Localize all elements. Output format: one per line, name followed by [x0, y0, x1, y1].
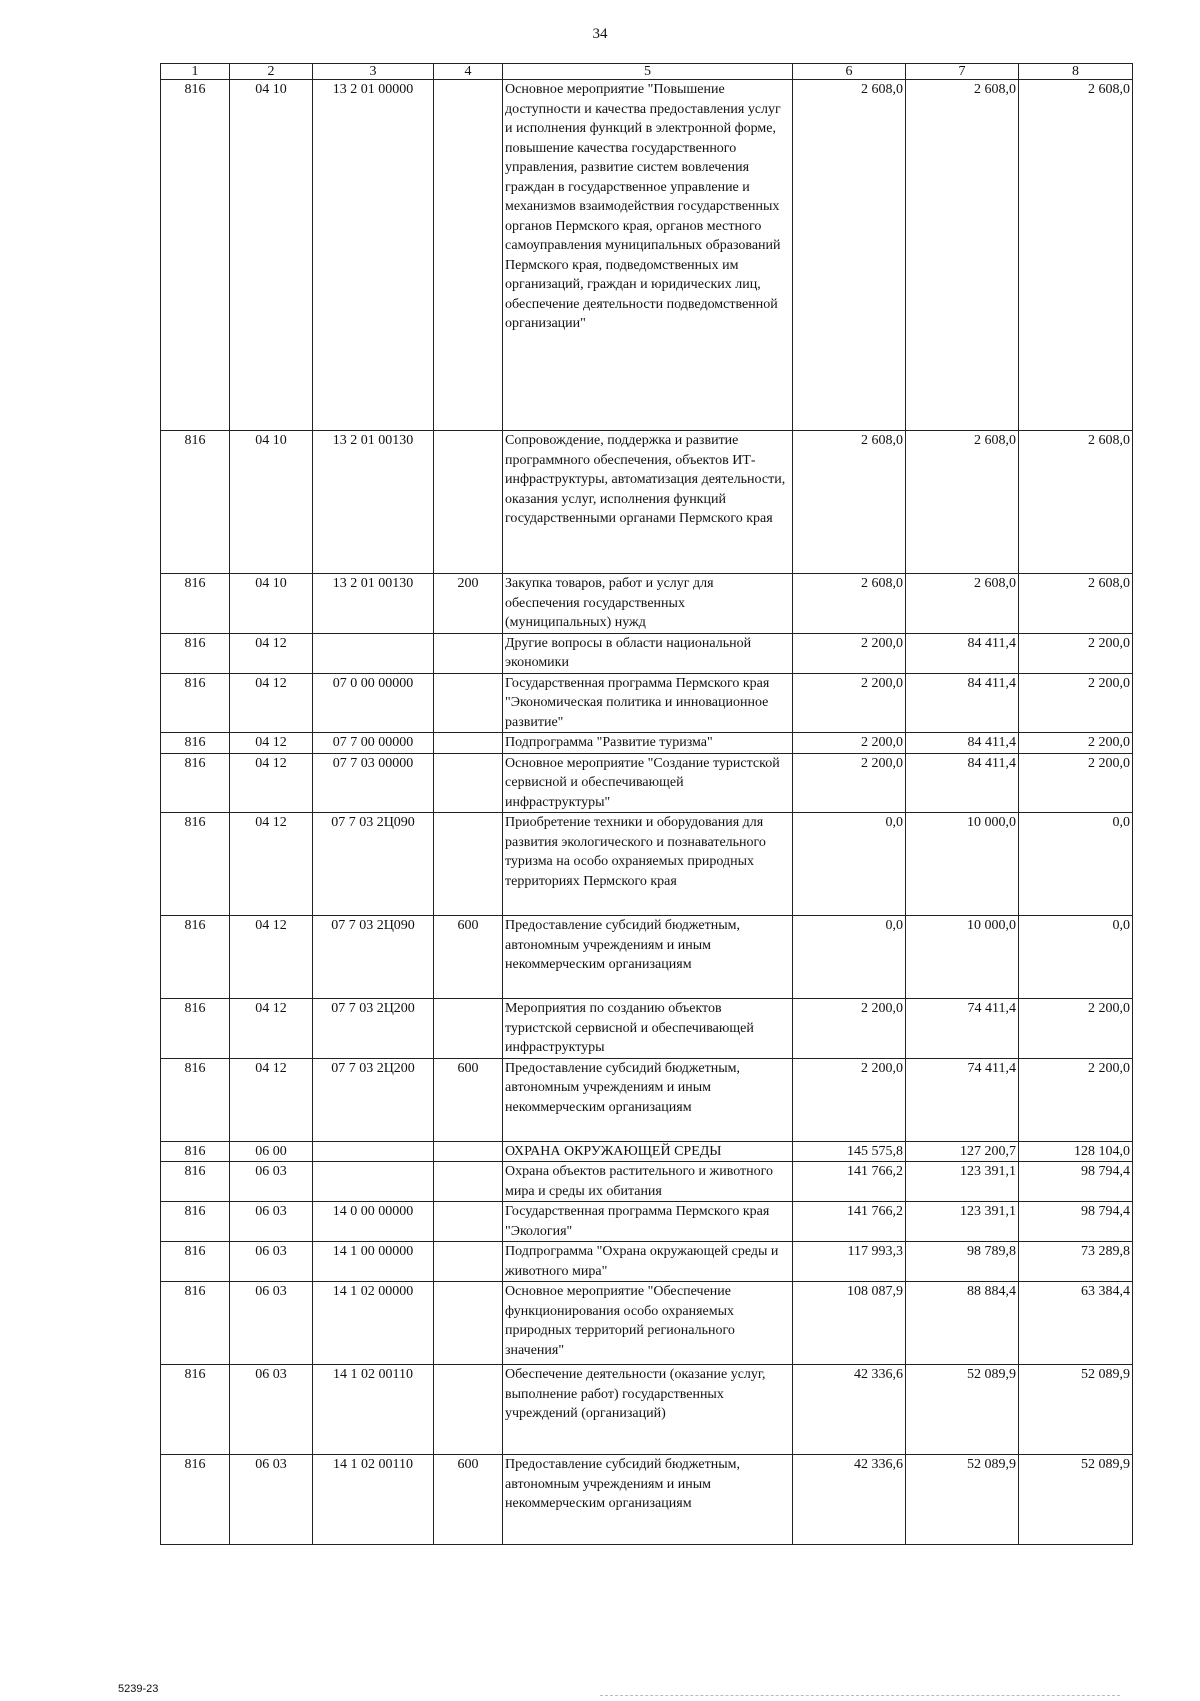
cell-name: Мероприятия по созданию объектов туристской сервисной и обеспечивающей инфраструктуры [503, 999, 793, 1059]
cell-name: Подпрограмма "Развитие туризма" [503, 733, 793, 754]
cell-name: Государственная программа Пермского края "Экология" [503, 1202, 793, 1242]
cell-chapter: 816 [161, 1162, 230, 1202]
cell-amount-col6: 0,0 [793, 813, 906, 916]
cell-amount-col8: 52 089,9 [1019, 1455, 1133, 1545]
cell-name: Основное мероприятие "Создание туристской сервисной и обеспечивающей инфраструктуры" [503, 753, 793, 813]
cell-amount-col6: 141 766,2 [793, 1162, 906, 1202]
table-row [161, 633, 1133, 673]
cell-section: 04 12 [230, 916, 313, 999]
table-row [161, 673, 1133, 733]
cell-chapter: 816 [161, 80, 230, 431]
cell-section: 04 12 [230, 633, 313, 673]
table-row [161, 1202, 1133, 1242]
cell-amount-col7: 84 411,4 [906, 633, 1019, 673]
cell-expense-type [434, 80, 503, 431]
cell-section: 06 03 [230, 1202, 313, 1242]
cell-chapter: 816 [161, 1455, 230, 1545]
cell-amount-col8: 0,0 [1019, 916, 1133, 999]
cell-expense-type [434, 753, 503, 813]
document-code: 5239-23 [118, 1683, 159, 1695]
cell-amount-col6: 42 336,6 [793, 1455, 906, 1545]
cell-amount-col8: 52 089,9 [1019, 1365, 1133, 1455]
cell-section: 04 12 [230, 673, 313, 733]
budget-table [160, 63, 1133, 1545]
cell-chapter: 816 [161, 633, 230, 673]
cell-chapter: 816 [161, 1058, 230, 1141]
cell-chapter: 816 [161, 813, 230, 916]
table-row [161, 1282, 1133, 1365]
cell-amount-col7: 123 391,1 [906, 1202, 1019, 1242]
cell-name: Предоставление субсидий бюджетным, автономным учреждениям и иным некоммерческим организациям [503, 1058, 793, 1141]
cell-section: 04 12 [230, 813, 313, 916]
cell-amount-col6: 42 336,6 [793, 1365, 906, 1455]
column-header: 3 [313, 64, 434, 80]
table-row [161, 1242, 1133, 1282]
cell-expense-type [434, 1365, 503, 1455]
cell-chapter: 816 [161, 431, 230, 574]
cell-target-article: 14 1 02 00110 [313, 1365, 434, 1455]
cell-amount-col6: 2 200,0 [793, 733, 906, 754]
cell-amount-col8: 2 200,0 [1019, 733, 1133, 754]
cell-amount-col8: 2 200,0 [1019, 673, 1133, 733]
cell-amount-col7: 2 608,0 [906, 80, 1019, 431]
cell-target-article: 14 0 00 00000 [313, 1202, 434, 1242]
cell-amount-col7: 123 391,1 [906, 1162, 1019, 1202]
cell-target-article [313, 1162, 434, 1202]
table-row [161, 574, 1133, 634]
cell-name: Предоставление субсидий бюджетным, автономным учреждениям и иным некоммерческим организациям [503, 916, 793, 999]
cell-name: ОХРАНА ОКРУЖАЮЩЕЙ СРЕДЫ [503, 1141, 793, 1162]
cell-section: 04 10 [230, 431, 313, 574]
table-row [161, 1141, 1133, 1162]
cell-amount-col6: 2 608,0 [793, 574, 906, 634]
cell-expense-type [434, 431, 503, 574]
cell-section: 06 03 [230, 1282, 313, 1365]
cell-expense-type [434, 1162, 503, 1202]
cell-target-article: 14 1 00 00000 [313, 1242, 434, 1282]
scan-artifact-line [600, 1695, 1120, 1697]
cell-target-article: 13 2 01 00130 [313, 574, 434, 634]
cell-amount-col7: 74 411,4 [906, 999, 1019, 1059]
cell-name: Обеспечение деятельности (оказание услуг, выполнение работ) государственных учреждений (организаций) [503, 1365, 793, 1455]
cell-expense-type [434, 1141, 503, 1162]
cell-chapter: 816 [161, 916, 230, 999]
cell-name: Подпрограмма "Охрана окружающей среды и животного мира" [503, 1242, 793, 1282]
cell-target-article: 07 7 03 2Ц090 [313, 916, 434, 999]
cell-expense-type [434, 633, 503, 673]
cell-target-article: 07 7 03 2Ц200 [313, 999, 434, 1059]
cell-name: Государственная программа Пермского края "Экономическая политика и инновационное развитие" [503, 673, 793, 733]
cell-section: 04 10 [230, 80, 313, 431]
cell-name: Охрана объектов растительного и животного мира и среды их обитания [503, 1162, 793, 1202]
column-header: 8 [1019, 64, 1133, 80]
table-row [161, 1058, 1133, 1141]
cell-expense-type [434, 673, 503, 733]
cell-target-article: 14 1 02 00000 [313, 1282, 434, 1365]
cell-chapter: 816 [161, 673, 230, 733]
cell-amount-col8: 73 289,8 [1019, 1242, 1133, 1282]
cell-expense-type: 600 [434, 1058, 503, 1141]
cell-amount-col7: 84 411,4 [906, 753, 1019, 813]
table-row [161, 916, 1133, 999]
cell-chapter: 816 [161, 753, 230, 813]
cell-chapter: 816 [161, 1202, 230, 1242]
page-number: 34 [592, 26, 608, 42]
cell-target-article [313, 1141, 434, 1162]
column-header: 2 [230, 64, 313, 80]
cell-amount-col7: 98 789,8 [906, 1242, 1019, 1282]
cell-target-article: 07 7 03 2Ц090 [313, 813, 434, 916]
cell-amount-col7: 88 884,4 [906, 1282, 1019, 1365]
cell-amount-col6: 141 766,2 [793, 1202, 906, 1242]
column-header: 7 [906, 64, 1019, 80]
cell-target-article: 07 7 03 00000 [313, 753, 434, 813]
cell-name: Приобретение техники и оборудования для развития экологического и познавательного туризма на особо охраняемых природных территориях Пермского края [503, 813, 793, 916]
cell-expense-type [434, 813, 503, 916]
cell-chapter: 816 [161, 1282, 230, 1365]
cell-amount-col8: 2 200,0 [1019, 1058, 1133, 1141]
cell-section: 06 03 [230, 1242, 313, 1282]
cell-amount-col6: 145 575,8 [793, 1141, 906, 1162]
cell-name: Сопровождение, поддержка и развитие программного обеспечения, объектов ИТ-инфраструктуры, автоматизация деятельности, оказания услуг, исполнения функций государственными органами Пермского края [503, 431, 793, 574]
cell-amount-col8: 2 200,0 [1019, 633, 1133, 673]
table-row [161, 733, 1133, 754]
cell-target-article: 07 7 03 2Ц200 [313, 1058, 434, 1141]
cell-amount-col6: 117 993,3 [793, 1242, 906, 1282]
cell-amount-col7: 84 411,4 [906, 673, 1019, 733]
cell-section: 06 03 [230, 1162, 313, 1202]
cell-amount-col8: 98 794,4 [1019, 1162, 1133, 1202]
cell-amount-col8: 98 794,4 [1019, 1202, 1133, 1242]
cell-amount-col7: 2 608,0 [906, 431, 1019, 574]
column-header: 1 [161, 64, 230, 80]
table-row [161, 1365, 1133, 1455]
column-header: 5 [503, 64, 793, 80]
cell-amount-col6: 2 200,0 [793, 753, 906, 813]
cell-name: Основное мероприятие "Обеспечение функционирования особо охраняемых природных территорий регионального значения" [503, 1282, 793, 1365]
cell-target-article: 13 2 01 00130 [313, 431, 434, 574]
table-row [161, 431, 1133, 574]
cell-amount-col7: 10 000,0 [906, 813, 1019, 916]
cell-target-article: 07 7 00 00000 [313, 733, 434, 754]
cell-target-article [313, 633, 434, 673]
cell-expense-type [434, 733, 503, 754]
cell-chapter: 816 [161, 999, 230, 1059]
cell-expense-type: 600 [434, 1455, 503, 1545]
table-header-row [161, 64, 1133, 80]
cell-amount-col7: 10 000,0 [906, 916, 1019, 999]
cell-expense-type [434, 1242, 503, 1282]
cell-amount-col8: 2 608,0 [1019, 431, 1133, 574]
cell-amount-col6: 2 200,0 [793, 673, 906, 733]
cell-target-article: 13 2 01 00000 [313, 80, 434, 431]
table-row [161, 80, 1133, 431]
table-row [161, 1455, 1133, 1545]
cell-chapter: 816 [161, 1141, 230, 1162]
cell-target-article: 07 0 00 00000 [313, 673, 434, 733]
cell-amount-col6: 2 608,0 [793, 80, 906, 431]
cell-chapter: 816 [161, 574, 230, 634]
cell-chapter: 816 [161, 733, 230, 754]
cell-amount-col7: 127 200,7 [906, 1141, 1019, 1162]
cell-amount-col7: 52 089,9 [906, 1455, 1019, 1545]
cell-amount-col8: 128 104,0 [1019, 1141, 1133, 1162]
cell-name: Предоставление субсидий бюджетным, автономным учреждениям и иным некоммерческим организациям [503, 1455, 793, 1545]
cell-amount-col7: 74 411,4 [906, 1058, 1019, 1141]
cell-name: Закупка товаров, работ и услуг для обеспечения государственных (муниципальных) нужд [503, 574, 793, 634]
cell-section: 04 10 [230, 574, 313, 634]
cell-amount-col8: 0,0 [1019, 813, 1133, 916]
cell-section: 04 12 [230, 733, 313, 754]
cell-amount-col6: 2 200,0 [793, 999, 906, 1059]
column-header: 4 [434, 64, 503, 80]
cell-section: 06 03 [230, 1365, 313, 1455]
column-header: 6 [793, 64, 906, 80]
cell-amount-col8: 63 384,4 [1019, 1282, 1133, 1365]
cell-amount-col6: 2 200,0 [793, 1058, 906, 1141]
table-row [161, 999, 1133, 1059]
cell-expense-type [434, 1202, 503, 1242]
cell-section: 04 12 [230, 1058, 313, 1141]
cell-target-article: 14 1 02 00110 [313, 1455, 434, 1545]
cell-amount-col6: 2 608,0 [793, 431, 906, 574]
cell-amount-col8: 2 608,0 [1019, 80, 1133, 431]
cell-amount-col6: 2 200,0 [793, 633, 906, 673]
cell-amount-col7: 84 411,4 [906, 733, 1019, 754]
cell-section: 04 12 [230, 999, 313, 1059]
cell-amount-col6: 108 087,9 [793, 1282, 906, 1365]
cell-name: Другие вопросы в области национальной экономики [503, 633, 793, 673]
cell-expense-type: 600 [434, 916, 503, 999]
cell-name: Основное мероприятие "Повышение доступности и качества предоставления услуг и исполнения функций в электронной форме, повышение качества государственного управления, развитие систем вовлечения граждан в государственное управление и механизмов взаимодействия государственных органов Пермского края, органов местного самоуправления муниципальных образований Пермского края, подведомственных им организаций, граждан и юридических лиц, обеспечение деятельности подведомственной организации" [503, 80, 793, 431]
cell-section: 06 00 [230, 1141, 313, 1162]
cell-amount-col6: 0,0 [793, 916, 906, 999]
table-row [161, 753, 1133, 813]
cell-section: 04 12 [230, 753, 313, 813]
cell-amount-col7: 52 089,9 [906, 1365, 1019, 1455]
cell-amount-col8: 2 608,0 [1019, 574, 1133, 634]
cell-amount-col8: 2 200,0 [1019, 753, 1133, 813]
cell-expense-type: 200 [434, 574, 503, 634]
cell-amount-col7: 2 608,0 [906, 574, 1019, 634]
table-row [161, 813, 1133, 916]
table-row [161, 1162, 1133, 1202]
cell-expense-type [434, 1282, 503, 1365]
cell-chapter: 816 [161, 1365, 230, 1455]
cell-chapter: 816 [161, 1242, 230, 1282]
cell-expense-type [434, 999, 503, 1059]
cell-section: 06 03 [230, 1455, 313, 1545]
cell-amount-col8: 2 200,0 [1019, 999, 1133, 1059]
